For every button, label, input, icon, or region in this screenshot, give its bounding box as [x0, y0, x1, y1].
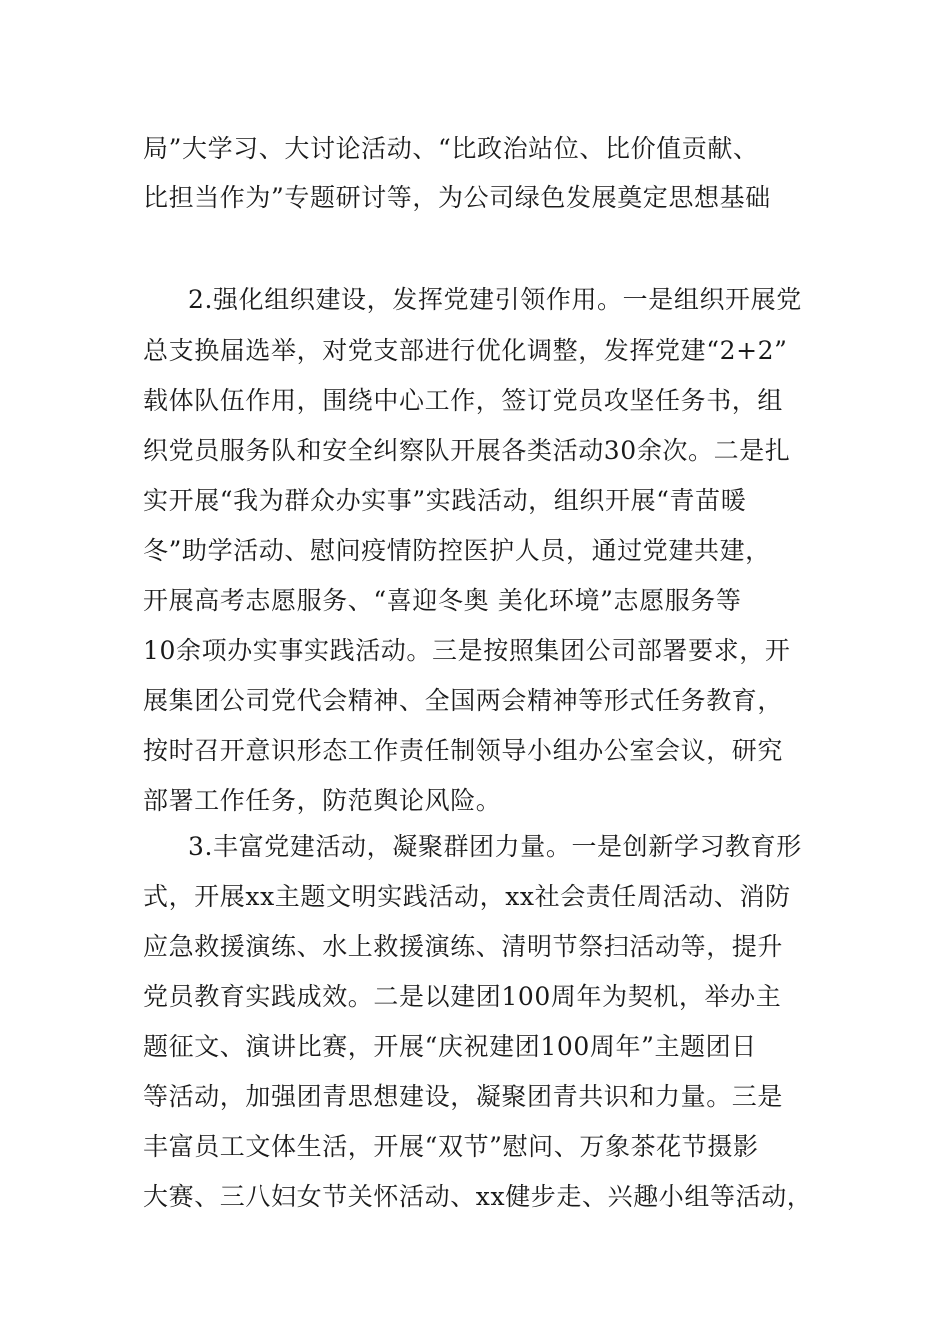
text-line: 式，开展xx主题文明实践活动，xx社会责任周活动、消防 [143, 882, 791, 911]
text-line: 局”大学习、大讨论活动、“比政治站位、比价值贡献、 [143, 134, 759, 163]
text-line: 实开展“我为群众办实事”实践活动，组织开展“青苗暖 [143, 486, 747, 515]
text-line: 按时召开意识形态工作责任制领导小组办公室会议，研究 [143, 736, 784, 765]
text-line: 大赛、三八妇女节关怀活动、xx健步走、兴趣小组等活动， [143, 1182, 813, 1211]
text-line: 冬”助学活动、慰问疫情防控医护人员，通过党建共建， [143, 536, 771, 565]
text-line: 题征文、演讲比赛，开展“庆祝建团100周年”主题团日 [143, 1032, 757, 1061]
text-line: 丰富员工文体生活，开展“双节”慰问、万象茶花节摄影 [143, 1132, 759, 1161]
text-line: 10余项办实事实践活动。三是按照集团公司部署要求，开 [143, 636, 791, 665]
text-line: 党员教育实践成效。二是以建团100周年为契机，举办主 [143, 982, 782, 1011]
text-line: 应急救援演练、水上救援演练、清明节祭扫活动等，提升 [143, 932, 784, 961]
paragraph-first-line: 2.强化组织建设，发挥党建引领作用。一是组织开展党 [188, 285, 802, 314]
text-line: 部署工作任务，防范舆论风险。 [143, 786, 502, 815]
text-line: 等活动，加强团青思想建设，凝聚团青共识和力量。三是 [143, 1082, 784, 1111]
text-line: 总支换届选举，对党支部进行优化调整，发挥党建“2+2” [143, 336, 788, 365]
text-line: 展集团公司党代会精神、全国两会精神等形式任务教育， [143, 686, 784, 715]
text-line: 载体队伍作用，围绕中心工作，签订党员攻坚任务书，组 [143, 386, 784, 415]
paragraph-first-line: 3.丰富党建活动，凝聚群团力量。一是创新学习教育形 [188, 832, 802, 861]
text-line: 开展高考志愿服务、“喜迎冬奥 美化环境”志愿服务等 [143, 586, 742, 615]
text-line: 织党员服务队和安全纠察队开展各类活动30余次。二是扎 [143, 436, 791, 465]
text-line: 比担当作为”专题研讨等，为公司绿色发展奠定思想基础 [143, 183, 771, 212]
